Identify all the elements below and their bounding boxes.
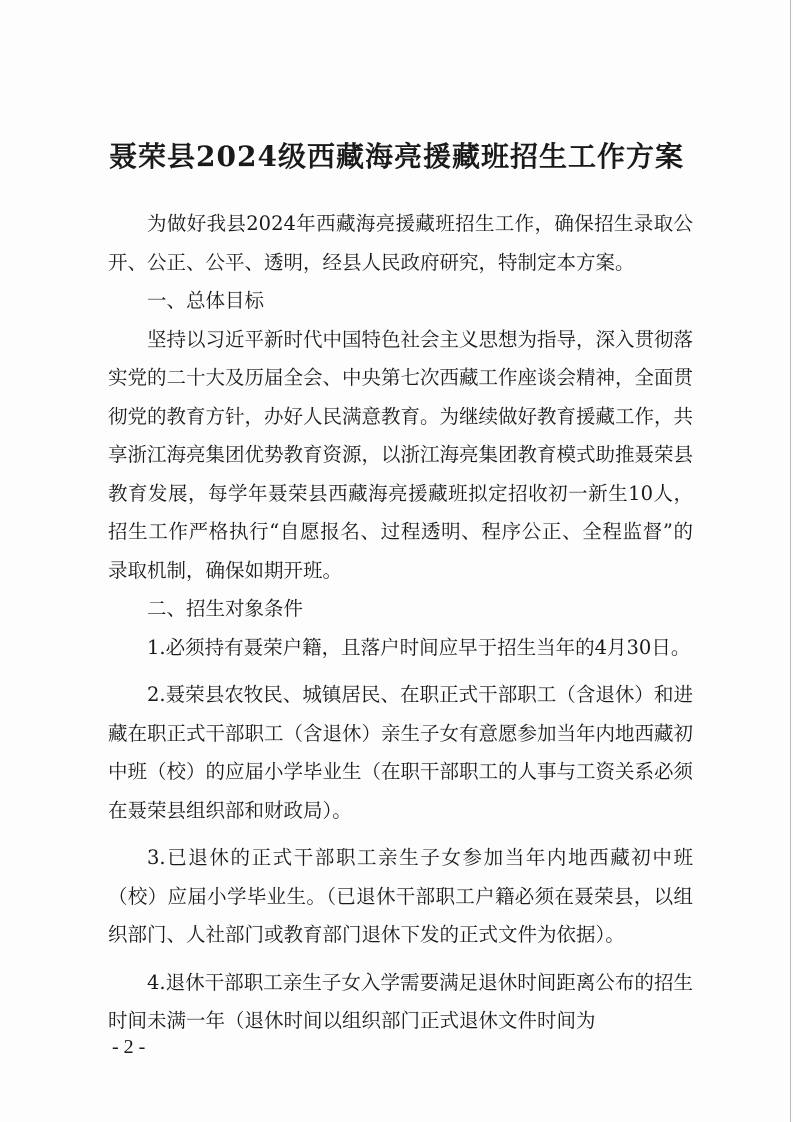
- document-body: [108, 205, 693, 1041]
- page-edge-divider: [790, 0, 791, 1122]
- intro-paragraph: 为做好我县2024年西藏海亮援藏班招生工作，确保招生录取公开、公正、公平、透明，经县人民政府研究，特制定本方案。: [108, 212, 693, 274]
- section-heading-goals: 一、总体目标: [147, 289, 265, 312]
- goals-paragraph: 坚持以习近平新时代中国特色社会主义思想为指导，深入贯彻落实党的二十大及历届全会、中央第七次西藏工作座谈会精神，全面贯彻党的教育方针，办好人民满意教育。为继续做好教育援藏工作，共享浙江海亮集团优势教育资源，以浙江海亮集团教育模式助推聂荣县教育发展，每学年聂荣县西藏海亮援藏班拟定招收初一新生10人，招生工作严格执行“自愿报名、过程透明、程序公正、全程监督”的录取机制，确保如期开班。: [108, 327, 694, 582]
- eligibility-item: 4.退休干部职工亲生子女入学需要满足退休时间距离公布的招生时间未满一年（退休时间以组织部门正式退休文件时间为: [108, 970, 693, 1032]
- page-number: - 2 -: [112, 1036, 146, 1058]
- eligibility-item: 3.已退休的正式干部职工亲生子女参加当年内地西藏初中班（校）应届小学毕业生。（已退休干部职工户籍必须在聂荣县，以组织部门、人社部门或教育部门退休下发的正式文件为依据）。: [108, 846, 693, 946]
- eligibility-item: 1.必须持有聂荣户籍，且落户时间应早于招生当年的4月30日。: [147, 635, 691, 659]
- document-title: 聂荣县2024级西藏海亮援藏班招生工作方案: [109, 140, 684, 173]
- section-heading-eligibility: 二、招生对象条件: [147, 597, 304, 620]
- eligibility-item: 2.聂荣县农牧民、城镇居民、在职正式干部职工（含退休）和进藏在职正式干部职工（含退休）亲生子女有意愿参加当年内地西藏初中班（校）的应届小学毕业生（在职干部职工的人事与工资关系必须在聂荣县组织部和财政局）。: [108, 683, 694, 822]
